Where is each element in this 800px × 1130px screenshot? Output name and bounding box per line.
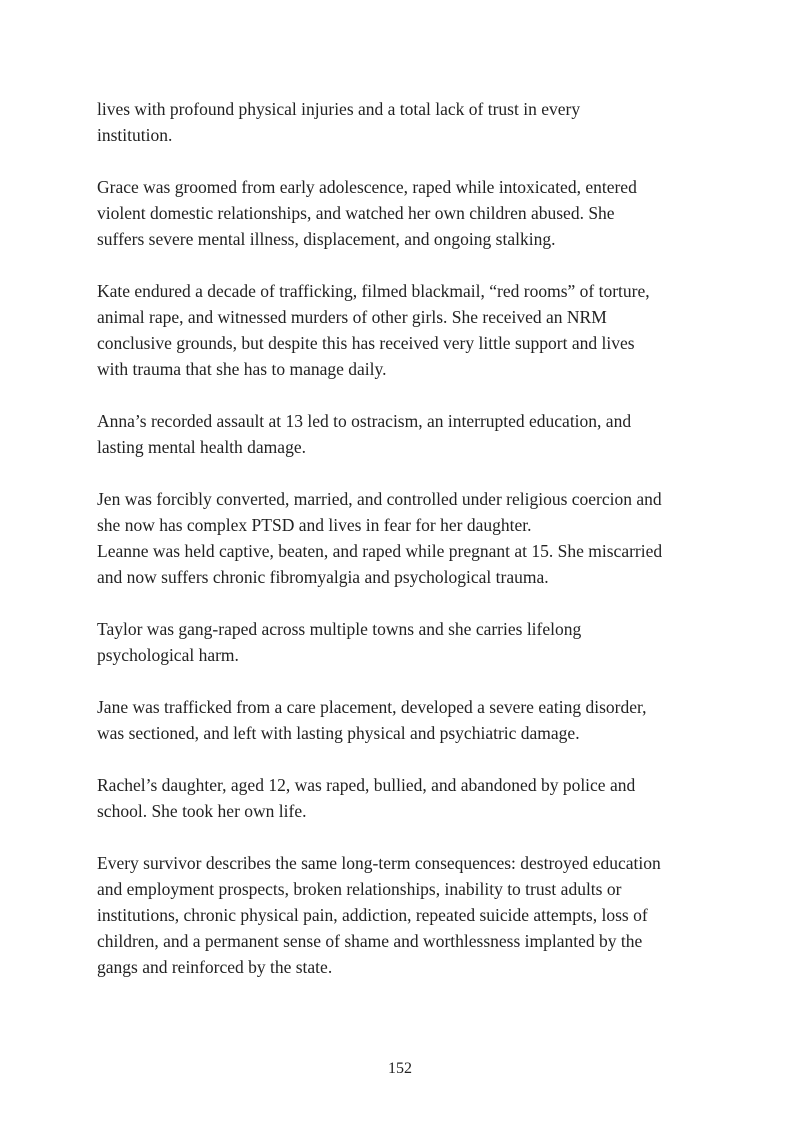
paragraph-jen xyxy=(97,486,712,538)
text-line: Rachel’s daughter, aged 12, was raped, bullied, and abandoned by police and xyxy=(97,775,636,795)
body-text xyxy=(97,96,712,1006)
page-number: 152 xyxy=(388,1060,412,1077)
text-line: suffers severe mental illness, displacement, and ongoing stalking. xyxy=(97,229,556,249)
text-line: school. She took her own life. xyxy=(97,801,307,821)
text-line: Kate endured a decade of trafficking, filmed blackmail, “red rooms” of torture, xyxy=(97,281,650,301)
paragraph-kate xyxy=(97,278,712,382)
paragraph-taylor xyxy=(97,616,712,668)
paragraph-every-survivor xyxy=(97,850,712,980)
text-line: and employment prospects, broken relationships, inability to trust adults or xyxy=(97,879,622,899)
paragraph-rachel xyxy=(97,772,712,824)
text-line: Leanne was held captive, beaten, and raped while pregnant at 15. She miscarried xyxy=(97,541,663,561)
text-line: she now has complex PTSD and lives in fear for her daughter. xyxy=(97,515,532,535)
text-line: psychological harm. xyxy=(97,645,239,665)
paragraph-anna xyxy=(97,408,712,460)
text-line: Every survivor describes the same long-term consequences: destroyed education xyxy=(97,853,661,873)
text-line: lives with profound physical injuries and a total lack of trust in every xyxy=(97,99,581,119)
text-line: Jane was trafficked from a care placement, developed a severe eating disorder, xyxy=(97,697,647,717)
text-line: and now suffers chronic fibromyalgia and psychological trauma. xyxy=(97,567,549,587)
text-line: Jen was forcibly converted, married, and controlled under religious coercion and xyxy=(97,489,662,509)
text-line: was sectioned, and left with lasting physical and psychiatric damage. xyxy=(97,723,580,743)
text-line: institution. xyxy=(97,125,173,145)
text-line: Taylor was gang-raped across multiple towns and she carries lifelong xyxy=(97,619,582,639)
text-line: lasting mental health damage. xyxy=(97,437,306,457)
paragraph-jane xyxy=(97,694,712,746)
text-line: gangs and reinforced by the state. xyxy=(97,957,333,977)
text-line: violent domestic relationships, and watched her own children abused. She xyxy=(97,203,615,223)
paragraph-leanne xyxy=(97,538,712,590)
text-line: conclusive grounds, but despite this has received very little support and lives xyxy=(97,333,635,353)
text-line: institutions, chronic physical pain, addiction, repeated suicide attempts, loss of xyxy=(97,905,648,925)
text-line: Grace was groomed from early adolescence, raped while intoxicated, entered xyxy=(97,177,637,197)
paragraph-intro-continued xyxy=(97,96,712,148)
text-line: children, and a permanent sense of shame and worthlessness implanted by the xyxy=(97,931,643,951)
text-line: with trauma that she has to manage daily. xyxy=(97,359,387,379)
text-line: Anna’s recorded assault at 13 led to ostracism, an interrupted education, and xyxy=(97,411,632,431)
text-line: animal rape, and witnessed murders of other girls. She received an NRM xyxy=(97,307,607,327)
paragraph-grace xyxy=(97,174,712,252)
